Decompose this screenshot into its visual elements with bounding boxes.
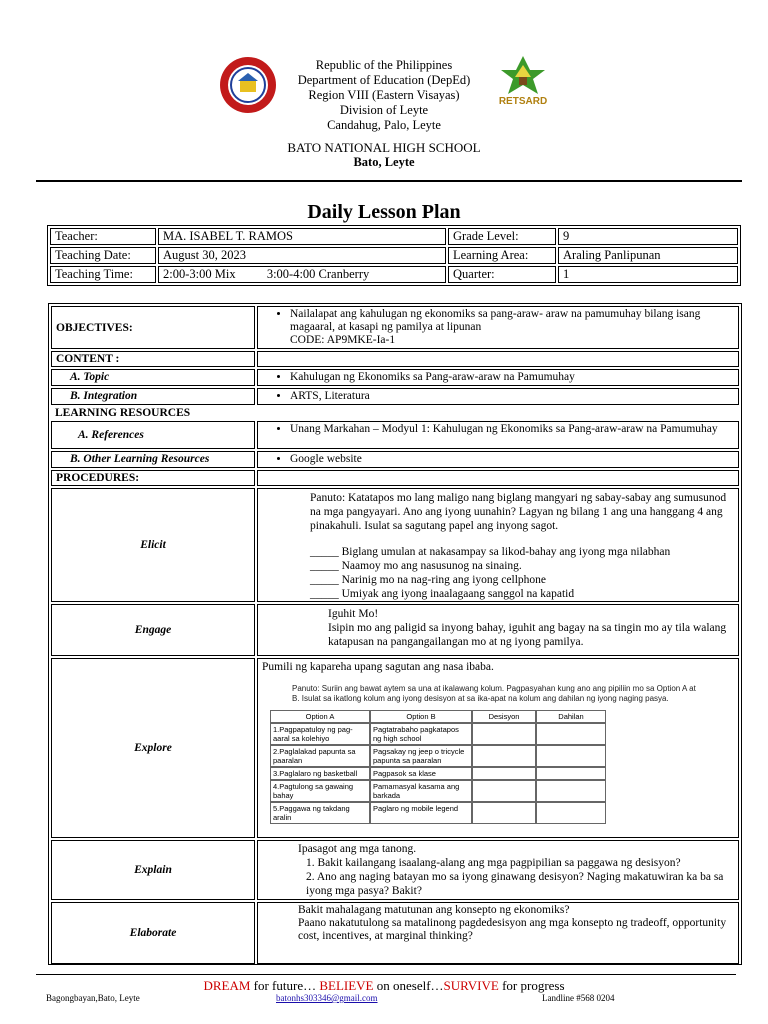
info-table — [47, 225, 741, 286]
content-cell — [257, 351, 739, 367]
table-row — [270, 723, 606, 745]
objectives-label: OBJECTIVES: — [51, 306, 255, 349]
elaborate-label: Elaborate — [51, 902, 255, 964]
explain-question: 2. Ano ang naging batayan mo sa iyong ginawang desisyon? Naging makatuwiran ka ba sa iyong mga pasya? Bakit? — [306, 871, 724, 897]
option-b-cell: Pagsakay ng jeep o tricycle papunta sa paaralan — [370, 745, 472, 767]
motto-text: on oneself… — [373, 978, 444, 993]
references-text: • Unang Markahan – Modyul 1: Kahulugan ng Ekonomiks sa Pang-araw-araw na Pamumuhay — [290, 423, 734, 436]
elaborate-question: Bakit mahalagang matutunan ang konsepto ng ekonomiks? — [298, 904, 570, 916]
option-b-header: Option B — [370, 710, 472, 723]
option-a-cell: 4.Pagtulong sa gawaing bahay — [270, 780, 370, 802]
grade-label: Grade Level: — [448, 228, 556, 245]
dahilan-cell — [536, 802, 606, 824]
elicit-item: _____ Biglang umulan at nakasampay sa likod-bahay ang iyong mga nilabhan — [310, 546, 671, 558]
desisyon-cell — [472, 802, 536, 824]
school-name: BATO NATIONAL HIGH SCHOOL — [287, 140, 481, 155]
integration-label: B. Integration — [51, 388, 255, 405]
agency-header — [234, 58, 534, 133]
dahilan-cell — [536, 780, 606, 802]
footer-divider — [36, 974, 736, 975]
table-row — [270, 745, 606, 767]
option-a-header: Option A — [270, 710, 370, 723]
time-label: Teaching Time: — [50, 266, 156, 283]
dahilan-cell — [536, 723, 606, 745]
elicit-instructions: Panuto: Katatapos mo lang maligo nang biglang mangyari ng sabay-sabay ang sumusunod na mga pangyayari. Ano ang iyong uunahin? Lagyan ng bilang 1 ang una hanggang 4 ang pinakahuli. Isulat sa sagutang papel ang inyong sagot. — [310, 492, 727, 532]
option-a-cell: 3.Paglalaro ng basketball — [270, 767, 370, 780]
option-b-cell: Pamamasyal kasama ang barkada — [370, 780, 472, 802]
topic-label: A. Topic — [51, 369, 255, 386]
explore-cell — [257, 658, 739, 838]
option-a-cell: 1.Pagpapatuloy ng pag-aaral sa kolehiyo — [270, 723, 370, 745]
date-value: August 30, 2023 — [158, 247, 446, 264]
time-value: 2:00-3:00 Mix 3:00-4:00 Cranberry — [158, 266, 446, 283]
elaborate-cell — [257, 902, 739, 964]
desisyon-header: Desisyon — [472, 710, 536, 723]
dahilan-cell — [536, 745, 606, 767]
dahilan-header: Dahilan — [536, 710, 606, 723]
header-line: Candahug, Palo, Leyte — [327, 118, 441, 132]
motto-survive: SURVIVE — [443, 978, 499, 993]
option-b-cell: Pagtatrabaho pagkatapos ng high school — [370, 723, 472, 745]
motto-believe: BELIEVE — [319, 978, 374, 993]
footer-motto — [84, 978, 684, 994]
integration-text: • ARTS, Literatura — [290, 390, 734, 403]
motto-text: for progress — [498, 978, 565, 993]
other-resources-text: • Google website — [290, 453, 734, 466]
content-label: CONTENT : — [51, 351, 255, 367]
engage-label: Engage — [51, 604, 255, 656]
quarter-label: Quarter: — [448, 266, 556, 283]
teacher-value: MA. ISABEL T. RAMOS — [158, 228, 446, 245]
table-row — [270, 802, 606, 824]
retsard-logo-text: RETSARD — [498, 96, 548, 107]
integration-cell — [257, 388, 739, 405]
explore-instructions: Panuto: Suriin ang bawat aytem sa una at ikalawang kolum. Pagpasyahan kung ano ang pipiliin mo sa Option A at B. Isulat sa ikatlong kolum ang iyong desisyon at sa ika-apat na kolum ang dahilan ng iyong naging pasya. — [292, 684, 696, 703]
topic-cell — [257, 369, 739, 386]
elaborate-question: Paano nakatutulong sa matalinong pagdedesisyon ang mga konsepto ng tradeoff, opportunity cost, incentives, at marginal thinking? — [298, 917, 727, 942]
desisyon-cell — [472, 723, 536, 745]
desisyon-cell — [472, 745, 536, 767]
table-row — [270, 780, 606, 802]
date-label: Teaching Date: — [50, 247, 156, 264]
engage-cell — [257, 604, 739, 656]
explain-cell — [257, 840, 739, 900]
table-row — [270, 767, 606, 780]
footer-address: Bagongbayan,Bato, Leyte — [46, 993, 140, 1003]
motto-dream: DREAM — [203, 978, 251, 993]
footer-landline: Landline #568 0204 — [542, 993, 615, 1003]
header-line: Republic of the Philippines — [315, 58, 453, 72]
other-resources-cell — [257, 451, 739, 468]
engage-heading: Iguhit Mo! — [328, 608, 379, 620]
quarter-value: 1 — [558, 266, 738, 283]
school-town: Bato, Leyte — [353, 155, 415, 169]
desisyon-cell — [472, 780, 536, 802]
header-line: Region VIII (Eastern Visayas) — [308, 88, 460, 102]
explain-label: Explain — [51, 840, 255, 900]
elicit-item: _____ Naamoy mo ang nasusunog na sinaing. — [310, 560, 522, 572]
resources-label: LEARNING RESOURCES — [55, 407, 191, 419]
teacher-label: Teacher: — [50, 228, 156, 245]
option-a-cell: 2.Paglalakad papunta sa paaralan — [270, 745, 370, 767]
header-line: Department of Education (DepEd) — [297, 73, 471, 87]
references-label: A. References — [51, 421, 255, 449]
motto-text: for future… — [250, 978, 320, 993]
page-title: Daily Lesson Plan — [307, 201, 461, 223]
objective-text: • Nailalapat ang kahulugan ng ekonomiks sa pang-araw- araw na pamumuhay bilang isang magaaral, at kasapi ng pamilya at lipunan — [290, 308, 734, 334]
procedures-label: PROCEDURES: — [51, 470, 255, 486]
objective-code: CODE: AP9MKE-Ia-1 — [290, 334, 396, 346]
option-a-cell: 5.Paggawa ng takdang aralin — [270, 802, 370, 824]
options-table — [270, 710, 606, 824]
objectives-cell — [257, 306, 739, 349]
other-resources-label: B. Other Learning Resources — [51, 451, 255, 468]
references-cell — [257, 421, 739, 449]
desisyon-cell — [472, 767, 536, 780]
engage-text: Isipin mo ang paligid sa inyong bahay, iguhit ang bagay na sa tingin mo ay tila walang katapusan na pangangailangan mo at ng iyong pamilya. — [328, 622, 727, 648]
option-b-cell: Paglaro ng mobile legend — [370, 802, 472, 824]
option-b-cell: Pagpasok sa klase — [370, 767, 472, 780]
area-label: Learning Area: — [448, 247, 556, 264]
elicit-label: Elicit — [51, 488, 255, 602]
elicit-item: _____ Umiyak ang iyong inaalagaang sanggol na kapatid — [310, 588, 575, 600]
elicit-item: _____ Narinig mo na nag-ring ang iyong cellphone — [310, 574, 547, 586]
elicit-cell — [257, 488, 739, 602]
header-divider — [36, 180, 742, 182]
dahilan-cell — [536, 767, 606, 780]
explore-intro: Pumili ng kapareha upang sagutan ang nasa ibaba. — [262, 661, 494, 673]
explain-intro: Ipasagot ang mga tanong. — [298, 843, 417, 855]
topic-text: • Kahulugan ng Ekonomiks sa Pang-araw-araw na Pamumuhay — [290, 371, 734, 384]
lesson-plan-table — [48, 303, 742, 965]
explore-label: Explore — [51, 658, 255, 838]
header-line: Division of Leyte — [339, 103, 429, 117]
grade-value: 9 — [558, 228, 738, 245]
explain-question: 1. Bakit kailangang isaalang-alang ang mga pagpipilian sa paggawa ng desisyon? — [306, 857, 681, 869]
area-value: Araling Panlipunan — [558, 247, 738, 264]
footer-email-link[interactable]: batonhs303346@gmail.com — [276, 993, 378, 1003]
procedures-cell — [257, 470, 739, 486]
